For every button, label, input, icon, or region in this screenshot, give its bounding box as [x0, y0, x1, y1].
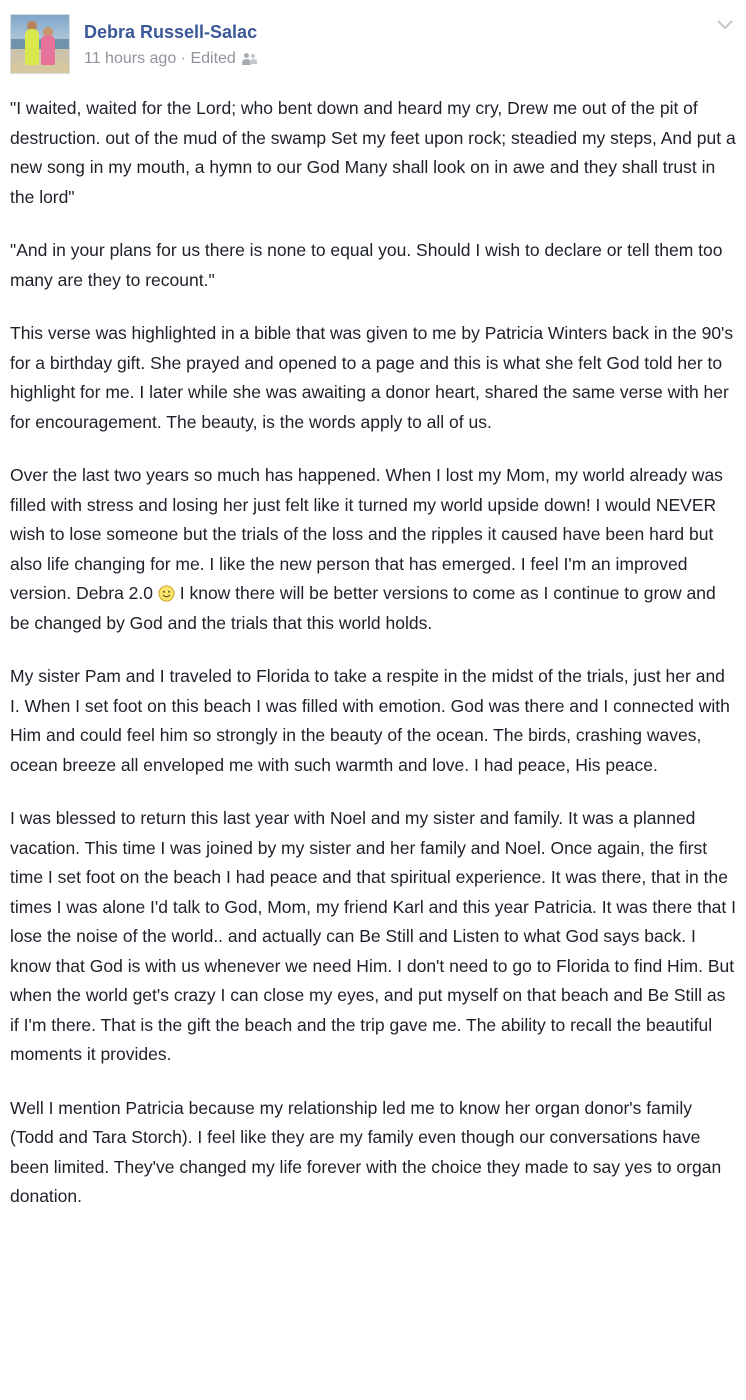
post-paragraph: "And in your plans for us there is none to equal you. Should I wish to declare or tell them too many are they to recount." — [10, 240, 723, 290]
post-paragraph-text: Over the last two years so much has happened. When I lost my Mom, my world already was filled with stress and losing her just felt like it turned my world upside down! I would NEVER wish to lose someone but the trials of the loss and the ripples it caused have been hard but also life changing for me. I like the new person that has emerged. I feel I'm an improved version. Debra 2.0 — [10, 465, 723, 603]
post-timestamp-link[interactable]: 11 hours ago — [84, 50, 177, 67]
smiley-emoji-icon — [158, 585, 175, 602]
post-paragraph: My sister Pam and I traveled to Florida to take a respite in the midst of the trials, just her and I. When I set foot on this beach I was filled with emotion. God was there and I connected with Him and could feel him so strongly in the beauty of the ocean. The birds, crashing waves, ocean breeze all enveloped me with such warmth and love. I had peace, His peace. — [10, 666, 730, 775]
chevron-down-icon[interactable] — [716, 18, 734, 32]
post-body — [10, 94, 736, 1236]
post-meta — [84, 50, 258, 68]
post-paragraph-with-emoji — [10, 461, 736, 638]
post-paragraph: I was blessed to return this last year with Noel and my sister and family. It was a planned vacation. This time I was joined by my sister and her family and Noel. Once again, the first time I set foot on the beach I had peace and that spiritual experience. It was there, that in the times I was alone I'd talk to God, Mom, my friend Karl and this year Patricia. It was there that I lose the noise of the world.. and actually can Be Still and Listen to what God says back. I know that God is with us whenever we need Him. I don't need to go to Florida to find Him. But when the world get's crazy I can close my eyes, and put myself on that beach and Be Still as if I'm there. That is the gift the beach and the trip gave me. The ability to recall the beautiful moments it provides. — [10, 808, 737, 1064]
author-name-link[interactable]: Debra Russell-Salac — [84, 22, 258, 42]
author-avatar[interactable] — [10, 14, 70, 74]
meta-separator: · — [176, 50, 191, 67]
post-paragraph: This verse was highlighted in a bible that was given to me by Patricia Winters back in the 90's for a birthday gift. She prayed and opened to a page and this is what she felt God told her to highlight for me. I later while she was awaiting a donor heart, shared the same verse with her for encouragement. The beauty, is the words apply to all of us. — [10, 323, 734, 432]
post-paragraph: "I waited, waited for the Lord; who bent down and heard my cry, Drew me out of the pit of destruction. out of the mud of the swamp Set my feet upon rock; steadied my steps, And put a new song in my mouth, a hymn to our God Many shall look on in awe and they shall trust in the lord" — [10, 98, 736, 207]
post-paragraph: Well I mention Patricia because my relationship led me to know her organ donor's family (Todd and Tara Storch). I feel like they are my family even though our conversations have been limited. They've changed my life forever with the choice they made to say yes to organ donation. — [10, 1097, 722, 1206]
post-header — [10, 12, 736, 76]
friends-icon[interactable] — [242, 53, 258, 65]
edited-link[interactable]: Edited — [190, 50, 236, 67]
post-paragraph-text-continued: I know there will be better versions to come as I continue to grow and be changed by God and the trials that this world holds. — [10, 583, 716, 633]
